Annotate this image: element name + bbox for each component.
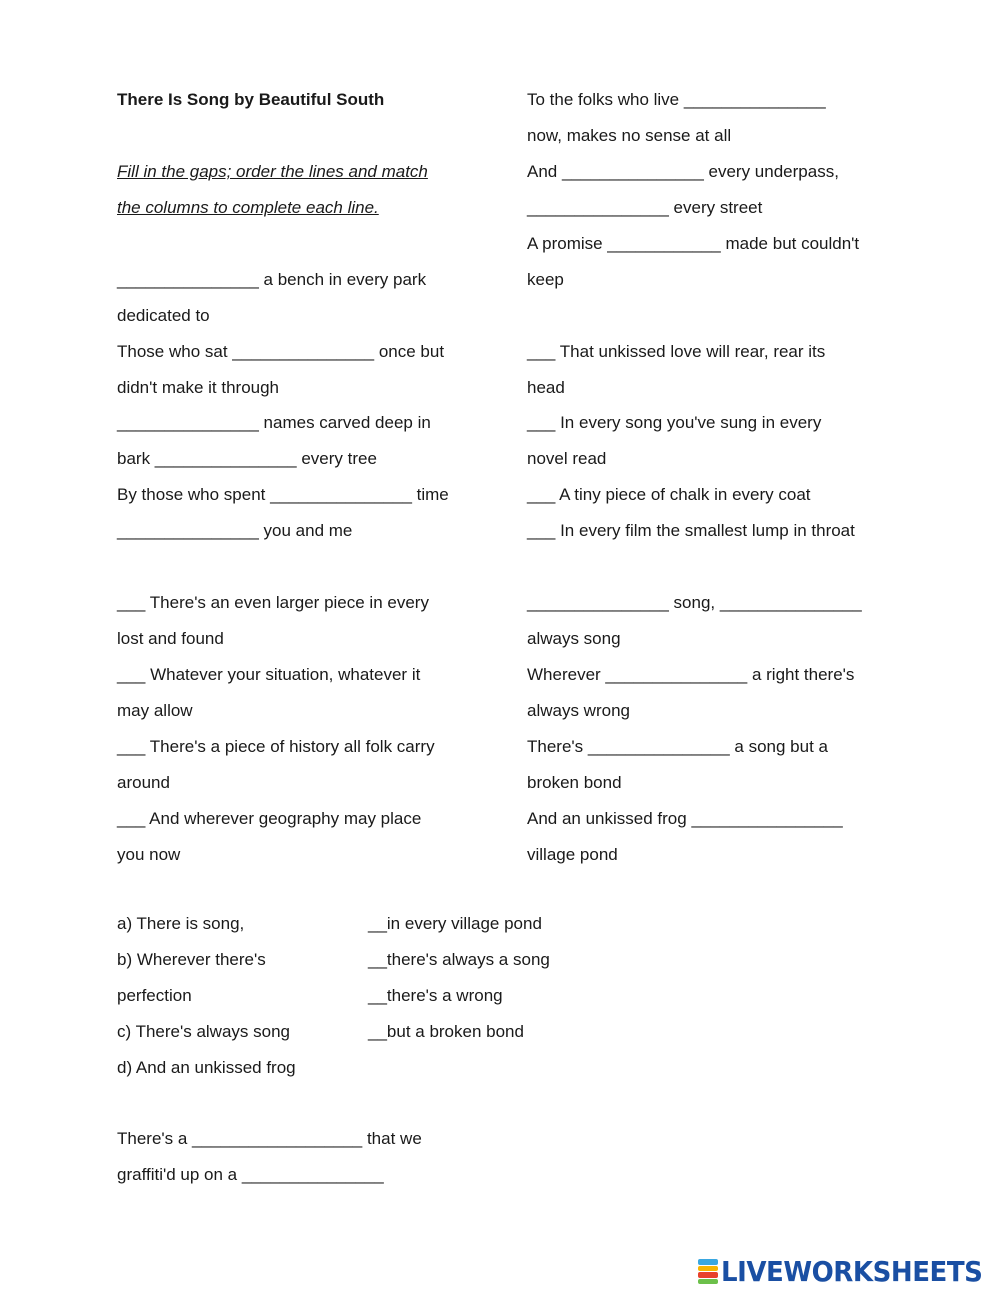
spacer bbox=[117, 549, 477, 585]
lyric-line: ___ Whatever your situation, whatever it bbox=[117, 665, 421, 684]
worksheet-title: There Is Song by Beautiful South bbox=[117, 90, 385, 109]
lyric-line: broken bond bbox=[527, 772, 622, 792]
lyric-line: ___ A tiny piece of chalk in every coat bbox=[527, 485, 811, 505]
lyric-line: ___ In every film the smallest lump in throat bbox=[527, 521, 855, 541]
right-column bbox=[527, 82, 917, 873]
lyric-line: ___ There's an even larger piece in every bbox=[117, 593, 429, 613]
logo-blocks-icon bbox=[698, 1259, 718, 1285]
lyric-line: dedicated to bbox=[117, 305, 210, 325]
lyric-line: Wherever _______________ a right there's bbox=[527, 665, 855, 684]
lyric-line: There's a __________________ that we bbox=[117, 1129, 422, 1148]
spacer bbox=[527, 549, 917, 585]
lyric-line: bark _______________ every tree bbox=[117, 449, 377, 469]
lyric-line: head bbox=[527, 377, 565, 397]
lyric-line: always song bbox=[527, 629, 621, 649]
lyric-line: _______________ a bench in every park bbox=[117, 269, 427, 289]
logo-block bbox=[698, 1272, 718, 1278]
right-lyrics bbox=[527, 82, 917, 873]
spacer bbox=[117, 226, 477, 262]
lyric-line: village pond bbox=[527, 844, 618, 864]
match-left-item: c) There's always song bbox=[117, 1021, 291, 1041]
lyric-line: didn't make it through bbox=[117, 377, 280, 397]
match-right-item: __there's a wrong bbox=[368, 985, 503, 1005]
match-row bbox=[117, 942, 617, 978]
instructions-line-1: Fill in the gaps; order the lines and match bbox=[117, 161, 428, 181]
lyric-line: _______________ you and me bbox=[117, 521, 353, 541]
lyric-line: And _______________ every underpass, bbox=[527, 161, 839, 181]
liveworksheets-logo bbox=[698, 1255, 1000, 1288]
match-left-item: d) And an unkissed frog bbox=[117, 1057, 296, 1077]
lyric-line: ___ And wherever geography may place bbox=[117, 808, 422, 828]
left-lyrics bbox=[117, 262, 477, 873]
logo-block bbox=[698, 1279, 718, 1285]
match-row bbox=[117, 978, 617, 1014]
lyric-line: may allow bbox=[117, 700, 193, 720]
lyric-line: keep bbox=[527, 269, 564, 289]
lyric-line: you now bbox=[117, 844, 181, 864]
logo-block bbox=[698, 1259, 718, 1265]
lyric-line: There's _______________ a song but a bbox=[527, 736, 828, 756]
final-lines bbox=[117, 1121, 517, 1193]
lyric-line: _______________ every street bbox=[527, 197, 763, 217]
lyric-line: graffiti'd up on a _______________ bbox=[117, 1164, 384, 1184]
spacer bbox=[527, 298, 917, 334]
lyric-line: And an unkissed frog ________________ bbox=[527, 808, 843, 828]
lyric-line: around bbox=[117, 772, 170, 792]
lyric-line: _______________ names carved deep in bbox=[117, 413, 431, 433]
lyric-line: ___ In every song you've sung in every bbox=[527, 413, 822, 433]
match-row bbox=[117, 1050, 617, 1086]
lyric-line: ___ There's a piece of history all folk carry bbox=[117, 736, 435, 756]
left-column bbox=[117, 82, 477, 873]
logo-block bbox=[698, 1266, 718, 1272]
lyric-line: ___ That unkissed love will rear, rear its bbox=[527, 341, 826, 361]
lyric-line: By those who spent _______________ time bbox=[117, 485, 449, 505]
match-left-item: a) There is song, bbox=[117, 914, 245, 933]
lyric-line: lost and found bbox=[117, 629, 224, 649]
lyric-line: novel read bbox=[527, 449, 607, 469]
match-right-item: __there's always a song bbox=[368, 949, 550, 969]
match-right-item: __in every village pond bbox=[368, 914, 542, 933]
lyric-line: To the folks who live _______________ bbox=[527, 90, 826, 109]
match-row bbox=[117, 906, 617, 942]
lyric-line: now, makes no sense at all bbox=[527, 125, 732, 145]
instructions-line-2: the columns to complete each line. bbox=[117, 197, 379, 217]
spacer bbox=[117, 118, 477, 154]
lyric-line: _______________ song, _______________ bbox=[527, 593, 862, 613]
match-left-item: perfection bbox=[117, 985, 192, 1005]
match-left-item: b) Wherever there's bbox=[117, 949, 266, 969]
match-row bbox=[117, 1014, 617, 1050]
lyric-line: always wrong bbox=[527, 700, 630, 720]
match-right-item: __but a broken bond bbox=[368, 1021, 524, 1041]
lyric-line: Those who sat _______________ once but bbox=[117, 341, 445, 361]
matching-exercise bbox=[117, 906, 617, 1086]
lyric-line: A promise ____________ made but couldn't bbox=[527, 233, 860, 253]
logo-text: LIVEWORKSHEETS bbox=[721, 1255, 983, 1288]
